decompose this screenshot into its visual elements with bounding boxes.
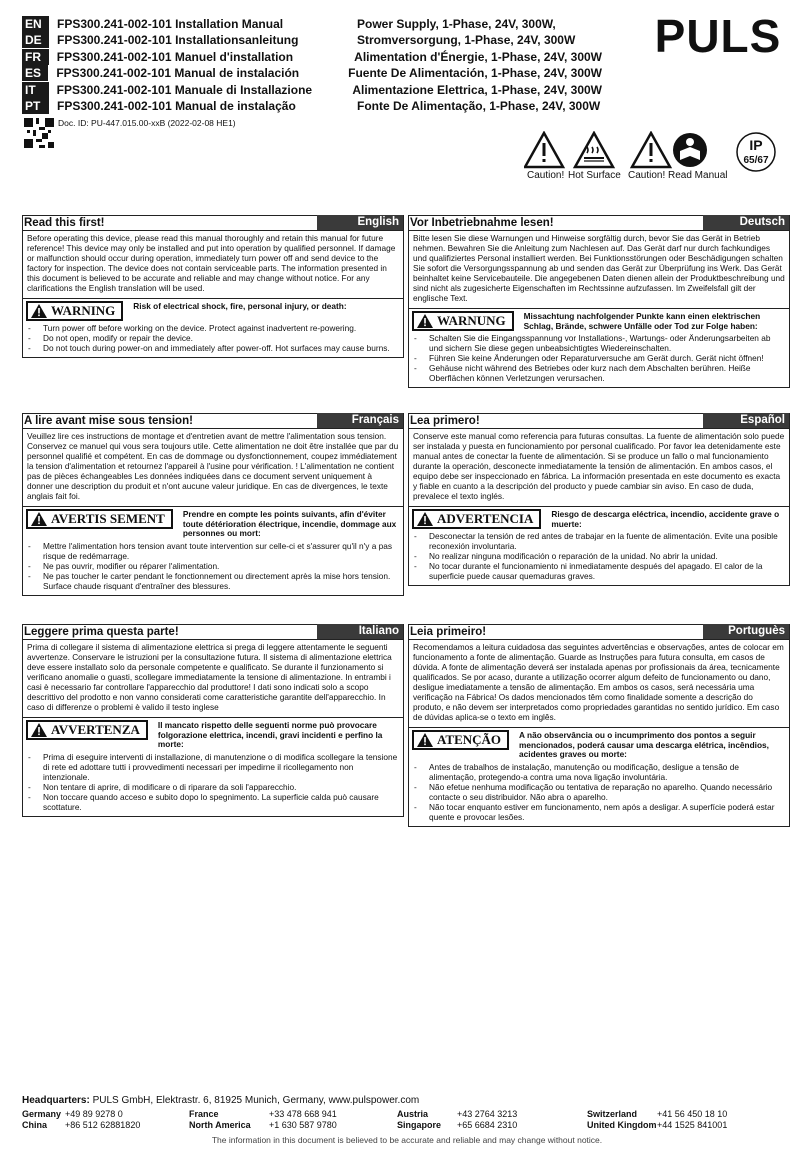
- contact-grid: Germany +49 89 9278 0 France +33 478 668 941 Austria +43 2764 3213 Switzerland +41 56 450 18 10 China +86 512 62881820 North America +1 630 587 9780 Singapore +65 6684 2310 United Kingdom +44 1525 841001: [22, 1109, 728, 1130]
- section-english: [22, 215, 404, 358]
- intro-paragraph: Before operating this device, please read this manual thoroughly and retain this manual for future reference! This device may only be installed and put into operation by qualified personnel. If damage or malfunction should occur during operation, immediately turn power off and send device to the factory for inspection. The device does not contain serviceable parts. The information presented in this document is believed to be accurate and reliable and may change without notice. For any clarifications the English translation will be used.: [23, 231, 403, 299]
- manual-title: FPS300.241-002-101 Manuale di Installazione: [56, 82, 313, 97]
- list-item: - Do not touch during power-on and immediately after power-off. Hot surfaces may cause burns.: [27, 343, 399, 353]
- list-item: - Prima di eseguire interventi di installazione, di manutenzione o di modifica scollegare la tensione di rete ed adottare tutti i provvedimenti necessari per impedirne il ricollegamento non intenzionale.: [27, 752, 399, 782]
- hot-surface-label: Hot Surface: [568, 170, 621, 181]
- warning-badge: WARNING: [26, 301, 123, 321]
- manual-title: FPS300.241-002-101 Manual de instalación: [56, 66, 300, 81]
- language-label: Español: [703, 413, 789, 428]
- warning-text: Prendre en compte les points suivants, afin d'éviter toute détérioration électrique, incendie, dommage aux personnes ou mort:: [182, 509, 397, 539]
- warning-list: [409, 530, 789, 585]
- intro-paragraph: Recomendamos a leitura cuidadosa das seguintes advertências e observações, antes de colocar em funcionamento a fonte de alimentação. Guarde as Instruções para futura consulta, em casos de dúvida. A fonte de alimentação deverá ser instalada apenas por profissionais da área, tecnicamente qualificados. Se por acaso, durante a utilização ocorrer algum defeito de funcionamento ou dano, desligue imediatamente a tensão de alimentação. Em ambos os casos, será necessária uma verificação na Fábrica! Os dados mencionados têm como finalidade somente a descrição do produto, e não devem ser interpretados como propriedades garantidas no sentido jurídico. Em caso de dúvidas aplica-se o texto em inglês.: [409, 640, 789, 728]
- puls-logo: [648, 14, 788, 58]
- list-item: - Do not open, modify or repair the device.: [27, 333, 399, 343]
- list-item: - No tocar durante el funcionamiento ni inmediatamente después del apagado. El calor de la superficie puede causar quemaduras graves.: [413, 561, 785, 581]
- product-name: Power Supply, 1-Phase, 24V, 300W,: [357, 16, 556, 31]
- warning-text: Missachtung nachfolgender Punkte kann einen elektrischen Schlag, Brände, schwere Unfälle oder Tod zur Folge haben:: [523, 311, 761, 331]
- manual-title: FPS300.241-002-101 Installationsanleitung: [57, 33, 299, 48]
- list-item: - Não tocar enquanto estiver em funcionamento, nem após a desligar. A superfície poderá estar quente e provocar lesões.: [413, 802, 785, 822]
- product-name: Alimentation d'Énergie, 1-Phase, 24V, 300W: [354, 49, 602, 64]
- header-row: [22, 99, 602, 116]
- language-label: Italiano: [317, 624, 403, 639]
- warning-badge: ADVERTENCIA: [412, 509, 541, 529]
- svg-text:IP: IP: [749, 137, 763, 153]
- section-spanish: [408, 413, 790, 586]
- warning-triangle-icon: [31, 512, 47, 526]
- svg-text:65/67: 65/67: [743, 155, 769, 166]
- hot-surface-icon: [575, 133, 613, 167]
- language-label: Français: [317, 413, 403, 428]
- warning-triangle-icon: [31, 723, 47, 737]
- manual-title: FPS300.241-002-101 Manual de instalação: [57, 99, 296, 114]
- section-portuguese: [408, 624, 790, 827]
- list-item: - Ne pas toucher le carter pendant le fonctionnement ou directement après la mise hors tension. Surface chaude risquant d'entraîner des blessures.: [27, 571, 399, 591]
- headquarters-line: Headquarters: PULS GmbH, Elektrastr. 6, 81925 Munich, Germany, www.pulspower.com: [22, 1095, 420, 1106]
- document-id: Doc. ID: PU-447.015.00-xxB (2022-02-08 HE1): [58, 118, 236, 128]
- disclaimer: The information in this document is believed to be accurate and reliable and may change without notice.: [211, 1135, 603, 1145]
- manual-title: FPS300.241-002-101 Manuel d'installation: [56, 49, 294, 64]
- list-item: - No realizar ninguna modificación o reparación de la unidad. No abrir la unidad.: [413, 551, 785, 561]
- warning-list: [23, 540, 403, 595]
- section-title: Lea primero!: [410, 415, 480, 427]
- header-row: [22, 49, 602, 66]
- lang-code: PT: [22, 98, 49, 114]
- lang-code: EN: [22, 16, 49, 32]
- header-row: [22, 33, 602, 50]
- language-label: Deutsch: [703, 215, 789, 230]
- product-name: Fuente De Alimentación, 1-Phase, 24V, 300W: [348, 66, 602, 81]
- warning-triangle-icon: [417, 314, 433, 328]
- section-title: Leia primeiro!: [410, 626, 487, 638]
- warning-list: [23, 322, 403, 357]
- warning-text: Risk of electrical shock, fire, personal injury, or death:: [133, 301, 347, 311]
- caution-label: Caution!: [628, 170, 666, 181]
- language-label: English: [317, 215, 403, 230]
- warning-list: [409, 761, 789, 826]
- header-language-table: [22, 16, 602, 115]
- doc-id-row: [24, 118, 236, 148]
- warning-text: Riesgo de descarga eléctrica, incendio, accidente grave o muerte:: [551, 509, 780, 529]
- lang-code: ES: [22, 65, 48, 81]
- qr-code-icon: [24, 118, 54, 148]
- list-item: - Gehäuse nicht während des Betriebes oder kurz nach dem Abschalten berühren. Heiße Oberflächen können Verletzungen verursachen.: [413, 363, 785, 383]
- read-manual-label: Read Manual: [668, 170, 728, 181]
- warning-text: Il mancato rispetto delle seguenti norme può provocare folgorazione elettrica, incendi, gravi incidenti e perfino la morte:: [157, 720, 383, 750]
- caution-icon: [632, 133, 670, 167]
- warning-triangle-icon: [31, 304, 47, 318]
- list-item: - Schalten Sie die Eingangsspannung vor Installations-, Wartungs- oder Änderungsarbeiten ab und sichern Sie diese gegen unbeabsichtigtes Wiedereinschalten.: [413, 333, 785, 353]
- intro-paragraph: Bitte lesen Sie diese Warnungen und Hinweise sorgfältig durch, bevor Sie das Gerät in Betrieb nehmen. Bewahren Sie die Anleitung zum Nachlesen auf. Das Gerät darf nur durch fachkundiges und qualifiziertes Personal installiert werden. Bei Funktionsstörungen oder Beschädigungen schalten Sie sofort die Versorgungsspannung ab und senden das Gerät zur Überprüfung ins Werk. Das Gerät beinhaltet keine Servicebauteile. Die angegebenen Daten dienen allein der Produktbeschreibung und sind nicht als zugesicherte Eigenschaften im Rechtssinne aufzufassen. Im Zweifelsfall gilt der englische Text.: [409, 231, 789, 309]
- section-title: Read this first!: [24, 217, 105, 229]
- product-name: Fonte De Alimentação, 1-Phase, 24V, 300W: [357, 99, 601, 114]
- caution-label: Caution!: [527, 170, 565, 181]
- product-name: Stromversorgung, 1-Phase, 24V, 300W: [357, 33, 576, 48]
- read-manual-icon: [673, 133, 707, 167]
- logo-text: PULS: [654, 14, 782, 58]
- lang-code: IT: [22, 82, 49, 98]
- section-title: Vor Inbetriebnahme lesen!: [410, 217, 554, 229]
- intro-paragraph: Veuillez lire ces instructions de montage et d'entretien avant de mettre l'alimentation sous tension. Conservez ce manuel qui vous sera toujours utile. Cette alimentation ne doit être installée que par du personnel qualifié et compétent. En cas de dommage ou dysfonctionnement, coupez immédiatement la tension d'alimentation et retournez l'appareil à l'usine pour vérification. ! L'alimentation ne contient pas de pièces échangeables Les données indiquées dans ce document servent uniquement à donner une description du produit et n'ont aucune valeur juridique. En cas de divergences, le texte anglais fait foi.: [23, 429, 403, 507]
- warning-text: A não observância ou o incumprimento dos pontos a seguir mencionados, poderá causar uma descarga elétrica, incêndios, acidentes graves ou morte:: [519, 730, 769, 760]
- list-item: - Non toccare quando acceso e subito dopo lo spegnimento. La superficie calda può causare scottature.: [27, 792, 399, 812]
- product-name: Alimentazione Elettrica, 1-Phase, 24V, 300W: [352, 82, 602, 97]
- manual-title: FPS300.241-002-101 Installation Manual: [57, 16, 284, 31]
- intro-paragraph: Conserve este manual como referencia para futuras consultas. La fuente de alimentación solo puede ser instalada y puesta en funcionamiento por personal cualificado. Por favor lea detenidamente este manual antes de conectar la fuente de alimentación. Si se produce un fallo o mal funcionamiento durante la operación, desconecte inmediatamente la tensión de alimentación. En ambos casos, el equipo debe ser inspeccionado en fábrica. La información presentada en este documento es exacta y fiable en cuanto a la descripción del producto y puede cambiar sin aviso. En caso de duda, prevalece el texto inglés.: [409, 429, 789, 507]
- caution-icon: [525, 133, 563, 167]
- section-french: [22, 413, 404, 596]
- warning-badge: WARNUNG: [412, 311, 514, 331]
- language-label: Portuguès: [703, 624, 789, 639]
- warning-badge: AVVERTENZA: [26, 720, 148, 740]
- list-item: - Non tentare di aprire, di modificare o di riparare da soli l'apparecchio.: [27, 782, 399, 792]
- warning-badge: ATENÇÃO: [412, 730, 509, 750]
- section-title: Leggere prima questa parte!: [24, 626, 179, 638]
- section-italian: [22, 624, 404, 817]
- list-item: - Ne pas ouvrir, modifier ou réparer l'alimentation.: [27, 561, 399, 571]
- list-item: - Desconectar la tensión de red antes de trabajar en la fuente de alimentación. Evite una posible reconexión involuntaria.: [413, 531, 785, 551]
- intro-paragraph: Prima di collegare il sistema di alimentazione elettrica si prega di leggere attentamente le seguenti avvertenze. Conservare le istruzioni per la consultazione futura. Il sistema di alimentazione elettrica deve essere installato solo da personale competente e qualificato. Se durante il funzionamento si verificano anomalie o guasti, scollegare immediatamente la tensione di alimentazione. In entrambi i casi è necessario far controllare l'apparecchio dal produttore! I dati sono indicati solo a scopo descrittivo del prodotto e non vanno considerati come caratteristiche garantite dell'apparecchio. In caso di differenze o problemi è valido il testo inglese: [23, 640, 403, 718]
- warning-list: [23, 751, 403, 816]
- header-row: [22, 66, 602, 83]
- section-title: A lire avant mise sous tension!: [24, 415, 193, 427]
- list-item: - Antes de trabalhos de instalação, manutenção ou modificação, desligue a tensão de alimentação, protegendo-a contra uma nova ligação involuntária.: [413, 762, 785, 782]
- warning-triangle-icon: [417, 512, 433, 526]
- ip-rating-icon: [737, 133, 775, 171]
- list-item: - Não efetue nenhuma modificação ou tentativa de reparação no aparelho. Quando necessário contacte o seu distribuidor. Não abra o aparelho.: [413, 782, 785, 802]
- warning-badge: AVERTIS SEMENT: [26, 509, 173, 529]
- warning-list: [409, 332, 789, 387]
- header-row: [22, 82, 602, 99]
- lang-code: DE: [22, 32, 49, 48]
- lang-code: FR: [22, 49, 49, 65]
- header-row: [22, 16, 602, 33]
- list-item: - Führen Sie keine Änderungen oder Reparaturversuche am Gerät durch. Gerät nicht öffnen!: [413, 353, 785, 363]
- warning-triangle-icon: [417, 733, 433, 747]
- list-item: - Turn power off before working on the device. Protect against inadvertent re-powering.: [27, 323, 399, 333]
- section-german: [408, 215, 790, 388]
- footer: [22, 1095, 792, 1145]
- list-item: - Mettre l'alimentation hors tension avant toute intervention sur celle-ci et s'assurer qu'il n'y a pas risque de redémarrage.: [27, 541, 399, 561]
